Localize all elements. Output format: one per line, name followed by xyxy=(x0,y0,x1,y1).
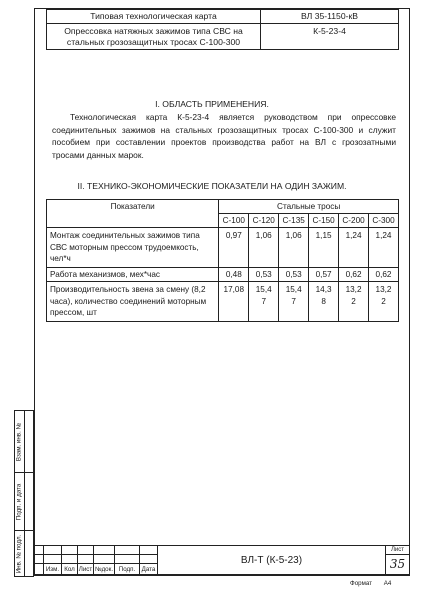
row-label: Работа механизмов, мех*час xyxy=(47,268,219,282)
cell-value: 15,4 7 xyxy=(279,282,309,322)
strip-cell xyxy=(24,473,34,531)
tb-cell xyxy=(35,546,44,555)
strip-cell xyxy=(15,411,25,473)
tb-col-izm: Изм. xyxy=(44,564,62,575)
tb-cell xyxy=(44,546,62,555)
cell-value: 0,57 xyxy=(309,268,339,282)
cell-value: 13,2 2 xyxy=(369,282,399,322)
tb-cell xyxy=(78,546,94,555)
inv-no-replace-label: Взам. инв. № xyxy=(15,422,23,461)
tb-cell xyxy=(94,546,115,555)
tb-col-kol: Кол xyxy=(62,564,78,575)
tb-cell xyxy=(35,555,44,564)
section-1-title: I. ОБЛАСТЬ ПРИМЕНЕНИЯ. xyxy=(155,99,269,109)
tb-cell xyxy=(44,555,62,564)
cell-value: 1,24 xyxy=(339,228,369,268)
section-1-text: Технологическая карта К-5-23-4 является руководством при опрессовке соединительных зажимов на стальных грозозащитных тросах С-100-300 и служит пособием при составлении проектов производства работ на ВЛ с грозозатными тросами данных марок. xyxy=(52,112,396,160)
indicators-table xyxy=(46,199,399,322)
format-label: Формат xyxy=(350,580,372,587)
col-header: С-135 xyxy=(279,214,309,228)
tb-cell xyxy=(140,555,158,564)
tb-cell xyxy=(35,564,44,575)
row-label: Производительность звена за смену (8,2 часа), количество соединений моторным прессом, шт xyxy=(47,282,219,322)
sign-date-label: Подп. и дата xyxy=(15,483,23,520)
cell-value: 14,3 8 xyxy=(309,282,339,322)
strip-cell xyxy=(24,531,34,577)
strip-cell xyxy=(24,411,34,473)
title-block xyxy=(34,545,410,575)
line-code: ВЛ 35-1150-кВ xyxy=(261,10,399,24)
col-header: С-300 xyxy=(369,214,399,228)
tb-col-list: Лист xyxy=(78,565,93,573)
cell-value: 17,08 xyxy=(219,282,249,322)
cell-value: 1,15 xyxy=(309,228,339,268)
col-group-header: Стальные тросы xyxy=(219,200,399,214)
doc-code: ВЛ-Т (К-5-23) xyxy=(158,546,386,575)
tb-cell xyxy=(62,555,78,564)
strip-cell xyxy=(15,531,25,577)
strip-cell xyxy=(15,473,25,531)
card-code: К-5-23-4 xyxy=(261,24,399,50)
table-row xyxy=(47,282,399,322)
tb-col-podp: Подп. xyxy=(115,564,140,575)
cell-value: 1,06 xyxy=(249,228,279,268)
col-header: С-200 xyxy=(339,214,369,228)
tb-cell xyxy=(140,546,158,555)
cell-value: 15,4 7 xyxy=(249,282,279,322)
tb-cell xyxy=(78,555,94,564)
card-title: Типовая технологическая карта xyxy=(47,10,261,24)
tb-cell xyxy=(62,546,78,555)
inv-no-orig-label: Инв. № подл. xyxy=(15,534,23,573)
col-indicators-header: Показатели xyxy=(47,200,219,228)
col-header: С-150 xyxy=(309,214,339,228)
tb-cell xyxy=(115,546,140,555)
cell-value: 0,97 xyxy=(219,228,249,268)
card-subject: Опрессовка натяжных зажимов типа СВС на стальных грозозащитных тросах С-100-300 xyxy=(47,24,261,50)
format-note xyxy=(350,580,401,587)
tb-cell xyxy=(115,555,140,564)
cell-value: 0,48 xyxy=(219,268,249,282)
format-value: А4 xyxy=(383,580,392,587)
cell-value: 0,53 xyxy=(279,268,309,282)
sheet-number: 35 xyxy=(386,555,410,575)
table-row xyxy=(47,228,399,268)
cell-value: 0,62 xyxy=(369,268,399,282)
table-row xyxy=(47,268,399,282)
col-header: С-100 xyxy=(219,214,249,228)
header-table xyxy=(46,9,399,50)
row-label: Монтаж соединительных зажимов типа СВС моторным прессом трудоемкость, чел*ч xyxy=(47,228,219,268)
sheet-label: Лист xyxy=(386,546,410,555)
col-header: С-120 xyxy=(249,214,279,228)
section-2-title: II. ТЕХНИКО-ЭКОНОМИЧЕСКИЕ ПОКАЗАТЕЛИ НА ОДИН ЗАЖИМ. xyxy=(77,181,347,191)
cell-value: 13,2 2 xyxy=(339,282,369,322)
tb-col-ndok: №док. xyxy=(94,565,114,573)
cell-value: 1,24 xyxy=(369,228,399,268)
cell-value: 0,53 xyxy=(249,268,279,282)
left-margin-strip xyxy=(14,410,34,577)
tb-cell xyxy=(94,555,115,564)
cell-value: 0,62 xyxy=(339,268,369,282)
tb-col-data: Дата xyxy=(140,564,158,575)
cell-value: 1,06 xyxy=(279,228,309,268)
